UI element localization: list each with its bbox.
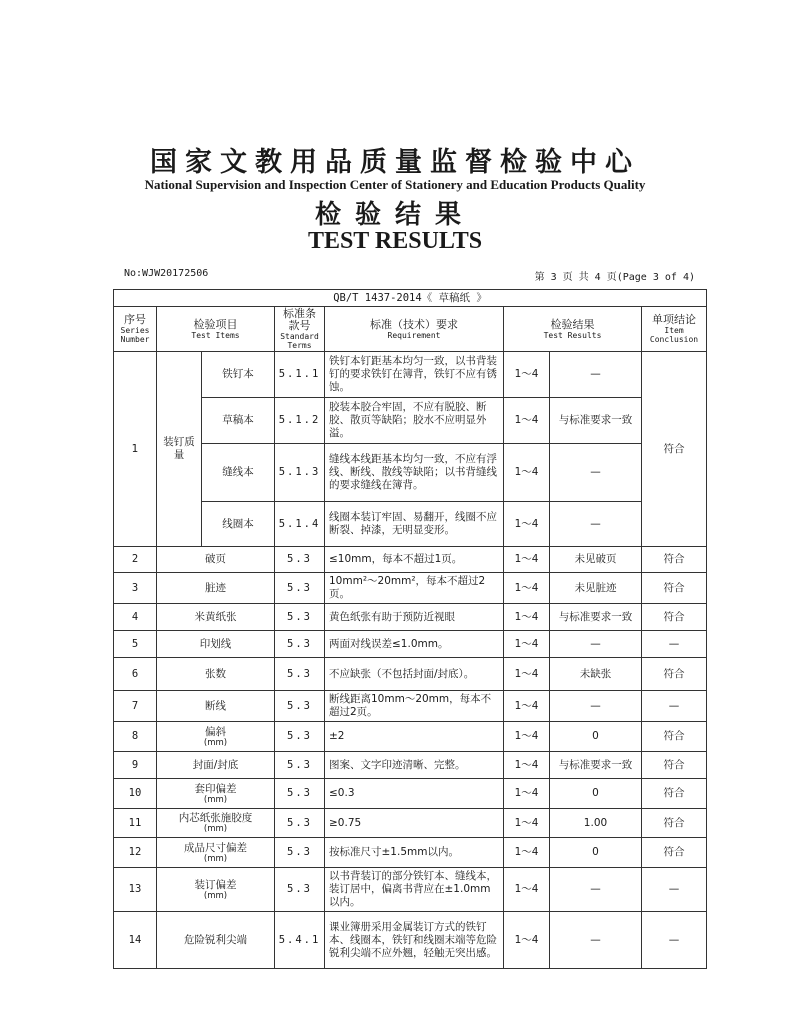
row-number: 14 [114,912,157,969]
row-item-name: 张数 [205,667,226,680]
row-item [157,779,275,809]
row-item-name: 危险锐利尖端 [184,933,247,946]
row-requirement: 以书背装订的部分铁钉本、缝线本，装订居中，偏离书背应在±1.0mm以内。 [325,868,504,912]
document-title-en: TEST RESULTS [307,228,483,254]
row-requirement: 按标准尺寸±1.5mm以内。 [325,838,504,868]
row-number: 3 [114,573,157,604]
header-results-cn: 检验结果 [550,317,595,331]
row-item [157,573,275,604]
row-requirement: 图案、文字印迹清晰、完整。 [325,752,504,779]
row-number: 11 [114,809,157,838]
row-clause: 5.4.1 [275,912,325,969]
row-item [157,658,275,691]
row-conclusion: 符合 [642,604,707,631]
row-result: — [550,502,642,547]
row-requirement: ≤10mm，每本不超过1页。 [325,547,504,573]
header-clause-cn1: 标准条 [283,307,316,320]
row-conclusion: 符合 [642,722,707,752]
row-result: — [550,691,642,722]
row-conclusion: 符合 [642,658,707,691]
row-requirement: 黄色纸张有助于预防近视眼 [325,604,504,631]
table-row [114,352,707,398]
table-row [114,444,707,502]
table-row [114,502,707,547]
table-row [114,658,707,691]
table-row [114,809,707,838]
row-conclusion: 符合 [642,752,707,779]
row-item-name: 米黄纸张 [194,610,237,623]
row-item-unit: (mm) [203,737,228,748]
sub-item: 草稿本 [202,398,275,444]
row-requirement: 10mm²～20mm²，每本不超过2页。 [325,573,504,604]
row-result: 未见脏迹 [550,573,642,604]
row-samples: 1～4 [504,573,550,604]
row-result: — [550,868,642,912]
row-number: 2 [114,547,157,573]
row-result: 未见破页 [550,547,642,573]
row-result: — [550,912,642,969]
header-conclusion [642,307,707,352]
row-number: 6 [114,658,157,691]
row-result: 1.00 [550,809,642,838]
row-requirement: 线圈本装订牢固、易翻开，线圈不应断裂、掉漆，无明显变形。 [325,502,504,547]
row-item-unit: (mm) [203,853,228,864]
row-item [157,838,275,868]
row-number: 5 [114,631,157,658]
row-item [157,691,275,722]
row-number: 13 [114,868,157,912]
row-clause: 5.3 [275,658,325,691]
row-requirement: 断线距离10mm～20mm，每本不超过2页。 [325,691,504,722]
table-row [114,838,707,868]
table-row [114,912,707,969]
table-row [114,722,707,752]
row-samples: 1～4 [504,838,550,868]
table-row [114,779,707,809]
row-samples: 1～4 [504,352,550,398]
row-requirement: 胶装本胶合牢固，不应有脱胶、断胶、散页等缺陷；胶水不应明显外溢。 [325,398,504,444]
row-requirement: 课业簿册采用金属装订方式的铁钉本、线圈本，铁钉和线圈末端等危险锐利尖端不应外翘，轻触无突出感。 [325,912,504,969]
table-row [114,752,707,779]
standard-row [114,290,707,307]
row-item-name: 内芯纸张施胶度 [178,812,253,824]
header-results [504,307,642,352]
row-samples: 1～4 [504,547,550,573]
header-items [157,307,275,352]
row-number: 8 [114,722,157,752]
row-samples: 1～4 [504,691,550,722]
header-serial-cn: 序号 [124,313,146,326]
row-clause: 5.3 [275,752,325,779]
row-conclusion: — [642,631,707,658]
row-clause: 5.3 [275,838,325,868]
row-item [157,912,275,969]
row-result: — [550,352,642,398]
row-requirement: 铁钉本钉距基本均匀一致，以书背装钉的要求铁钉在簿背，铁钉不应有锈蚀。 [325,352,504,398]
row-item-name: 印划线 [199,637,232,650]
row-clause: 5.3 [275,573,325,604]
row-samples: 1～4 [504,912,550,969]
row-result: 0 [550,779,642,809]
row-item-name: 装订偏差 [194,878,237,891]
row-samples: 1～4 [504,752,550,779]
row-clause: 5.3 [275,547,325,573]
row-samples: 1～4 [504,631,550,658]
header-items-cn: 检验项目 [193,317,238,331]
row-item-unit: (mm) [203,890,228,901]
row-item-name: 断线 [205,699,226,712]
row-item [157,604,275,631]
row-item-name: 成品尺寸偏差 [184,841,247,854]
header-serial-en1: Series [120,326,150,335]
table-row [114,398,707,444]
row-clause: 5.3 [275,809,325,838]
row-item-name: 脏迹 [205,581,226,594]
row-samples: 1～4 [504,722,550,752]
row-requirement: 缝线本线距基本均匀一致，不应有浮线、断线、散线等缺陷；以书背缝线的要求缝线在簿背。 [325,444,504,502]
row-number: 9 [114,752,157,779]
header-results-en: Test Results [543,330,602,340]
page-indicator: 第 3 页 共 4 页(Page 3 of 4) [534,272,695,283]
header-items-en: Test Items [191,330,240,340]
row-clause: 5.3 [275,604,325,631]
row-conclusion: 符合 [642,573,707,604]
row-item-name: 偏斜 [205,725,226,738]
table-row [114,573,707,604]
row-samples: 1～4 [504,502,550,547]
row-clause: 5.3 [275,631,325,658]
table-row [114,604,707,631]
row-item-name: 套印偏差 [194,782,237,795]
row-requirement: 不应缺张（不包括封面/封底）。 [325,658,504,691]
row-item: 装钉质量 [157,352,202,547]
row-conclusion: — [642,868,707,912]
row-number: 4 [114,604,157,631]
sub-item: 线圈本 [202,502,275,547]
row-result: 与标准要求一致 [550,752,642,779]
header-clause-en1: Standard [280,332,319,341]
header-conclusion-en2: Conclusion [649,335,699,344]
header-clause-cn2: 款号 [288,319,311,332]
row-result: 与标准要求一致 [550,398,642,444]
header-clause [275,307,325,352]
sub-item: 缝线本 [202,444,275,502]
row-clause: 5.1.3 [275,444,325,502]
row-samples: 1～4 [504,868,550,912]
header-requirement-en: Requirement [387,330,441,340]
header-clause-en2: Terms [287,341,312,350]
row-conclusion: 符合 [642,779,707,809]
table-row [114,868,707,912]
row-conclusion: 符合 [642,352,707,547]
header-requirement [325,307,504,352]
row-clause: 5.1.2 [275,398,325,444]
row-clause: 5.1.4 [275,502,325,547]
row-conclusion: 符合 [642,838,707,868]
row-conclusion: 符合 [642,547,707,573]
row-number: 1 [114,352,157,547]
row-number: 10 [114,779,157,809]
row-number: 7 [114,691,157,722]
row-item [157,631,275,658]
header-conclusion-en1: Item [664,326,684,335]
row-item-name: 破页 [205,553,226,565]
row-requirement: 两面对线误差≤1.0mm。 [325,631,504,658]
report-number: No:WJW20172506 [124,268,209,279]
row-conclusion: — [642,912,707,969]
row-clause: 5.1.1 [275,352,325,398]
row-requirement: ≥0.75 [325,809,504,838]
row-item [157,868,275,912]
row-samples: 1～4 [504,444,550,502]
row-samples: 1～4 [504,398,550,444]
row-result: 0 [550,722,642,752]
row-samples: 1～4 [504,809,550,838]
row-conclusion: 符合 [642,809,707,838]
row-item [157,809,275,838]
row-clause: 5.3 [275,779,325,809]
table-row [114,547,707,573]
row-result: — [550,444,642,502]
center-title-en: National Supervision and Inspection Center of Stationery and Education Products Quality [144,177,646,192]
center-title-cn: 国家文教用品质量监督检验中心 [150,147,640,178]
row-result: 未缺张 [550,658,642,691]
header-serial [114,307,157,352]
row-clause: 5.3 [275,722,325,752]
row-item [157,547,275,573]
header-requirement-cn: 标准（技术）要求 [370,317,458,331]
row-item-name: 封面/封底 [192,758,239,771]
row-item [157,722,275,752]
sub-item: 铁钉本 [202,352,275,398]
results-table [113,289,707,969]
row-item [157,752,275,779]
row-item-unit: (mm) [203,794,228,805]
row-result: 与标准要求一致 [550,604,642,631]
row-clause: 5.3 [275,868,325,912]
row-samples: 1～4 [504,779,550,809]
row-result: 0 [550,838,642,868]
document-title-cn: 检验结果 [314,200,475,230]
table-row [114,631,707,658]
row-result: — [550,631,642,658]
header-row [114,307,707,352]
header-conclusion-cn: 单项结论 [652,313,697,326]
table-row [114,691,707,722]
header-serial-en2: Number [120,335,150,344]
row-conclusion: — [642,691,707,722]
row-number: 12 [114,838,157,868]
row-samples: 1～4 [504,658,550,691]
row-samples: 1～4 [504,604,550,631]
row-clause: 5.3 [275,691,325,722]
row-requirement: ≤0.3 [325,779,504,809]
row-item-unit: (mm) [203,824,228,834]
row-requirement: ±2 [325,722,504,752]
standard-reference: QB/T 1437-2014《 草稿纸 》 [114,290,707,307]
